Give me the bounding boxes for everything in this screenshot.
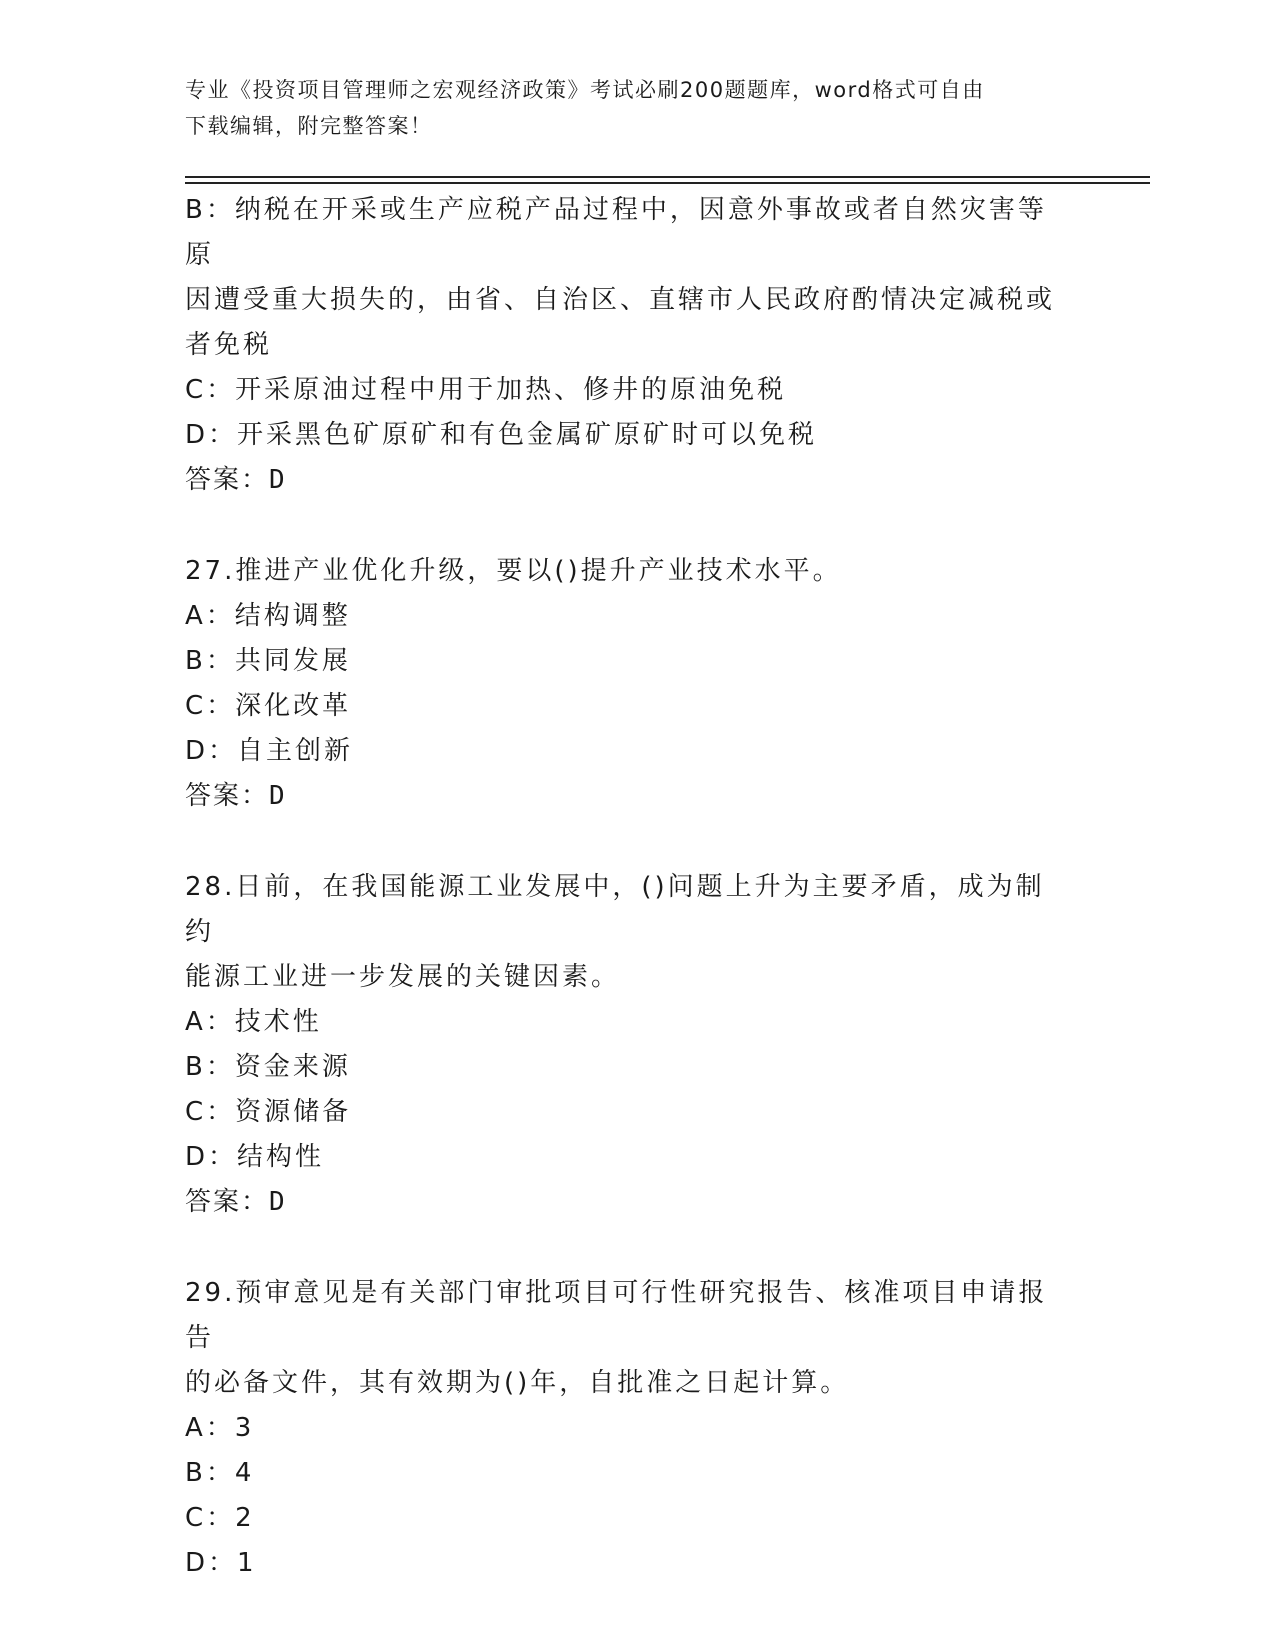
answer: 答案：D: [185, 1187, 287, 1217]
option-b: B：4: [185, 1458, 255, 1488]
option-c: C：资源储备: [185, 1097, 352, 1127]
option-b: B：纳税在开采或生产应税产品过程中，因意外事故或者自然灾害等原: [185, 195, 1047, 270]
question-stem: 29.预审意见是有关部门审批项目可行性研究报告、核准项目申请报告: [185, 1278, 1048, 1353]
option-a: A：技术性: [185, 1007, 322, 1037]
option-b: B：资金来源: [185, 1052, 351, 1082]
question-28: [185, 865, 1065, 1225]
option-d: D：结构性: [185, 1142, 325, 1172]
question-stem-continued: 的必备文件，其有效期为()年，自批准之日起计算。: [185, 1368, 850, 1398]
spacer: [185, 1225, 1065, 1271]
option-a: A：3: [185, 1413, 255, 1443]
option-d: D：1: [185, 1548, 257, 1578]
spacer: [185, 503, 1065, 549]
question-27: [185, 549, 1065, 819]
option-d: D：开采黑色矿原矿和有色金属矿原矿时可以免税: [185, 420, 818, 450]
question-stem-continued: 能源工业进一步发展的关键因素。: [185, 962, 621, 992]
question-list: [185, 188, 1065, 1586]
option-a: A：结构调整: [185, 601, 351, 631]
question-stem: 28.日前，在我国能源工业发展中，()问题上升为主要矛盾，成为制约: [185, 872, 1045, 947]
header-rule-top: [185, 176, 1150, 178]
option-c: C：开采原油过程中用于加热、修井的原油免税: [185, 375, 787, 405]
option-b: B：共同发展: [185, 646, 351, 676]
option-c: C：2: [185, 1503, 255, 1533]
option-c: C：深化改革: [185, 691, 352, 721]
spacer: [185, 819, 1065, 865]
answer: 答案：D: [185, 781, 287, 811]
question-29: [185, 1271, 1065, 1586]
question-stem: 27.推进产业优化升级，要以()提升产业技术水平。: [185, 556, 842, 586]
option-b-continued: 者免税: [185, 330, 273, 360]
header-line-2: 下载编辑，附完整答案！: [185, 114, 433, 138]
option-d: D：自主创新: [185, 736, 354, 766]
header-line-1: 专业《投资项目管理师之宏观经济政策》考试必刷200题题库，word格式可自由: [185, 78, 985, 102]
header-rule-bottom: [185, 182, 1150, 184]
question-26-continued: [185, 188, 1065, 503]
option-b-continued: 因遭受重大损失的，由省、自治区、直辖市人民政府酌情决定减税或: [185, 285, 1056, 315]
answer: 答案：D: [185, 465, 287, 495]
document-header: [185, 72, 1085, 144]
